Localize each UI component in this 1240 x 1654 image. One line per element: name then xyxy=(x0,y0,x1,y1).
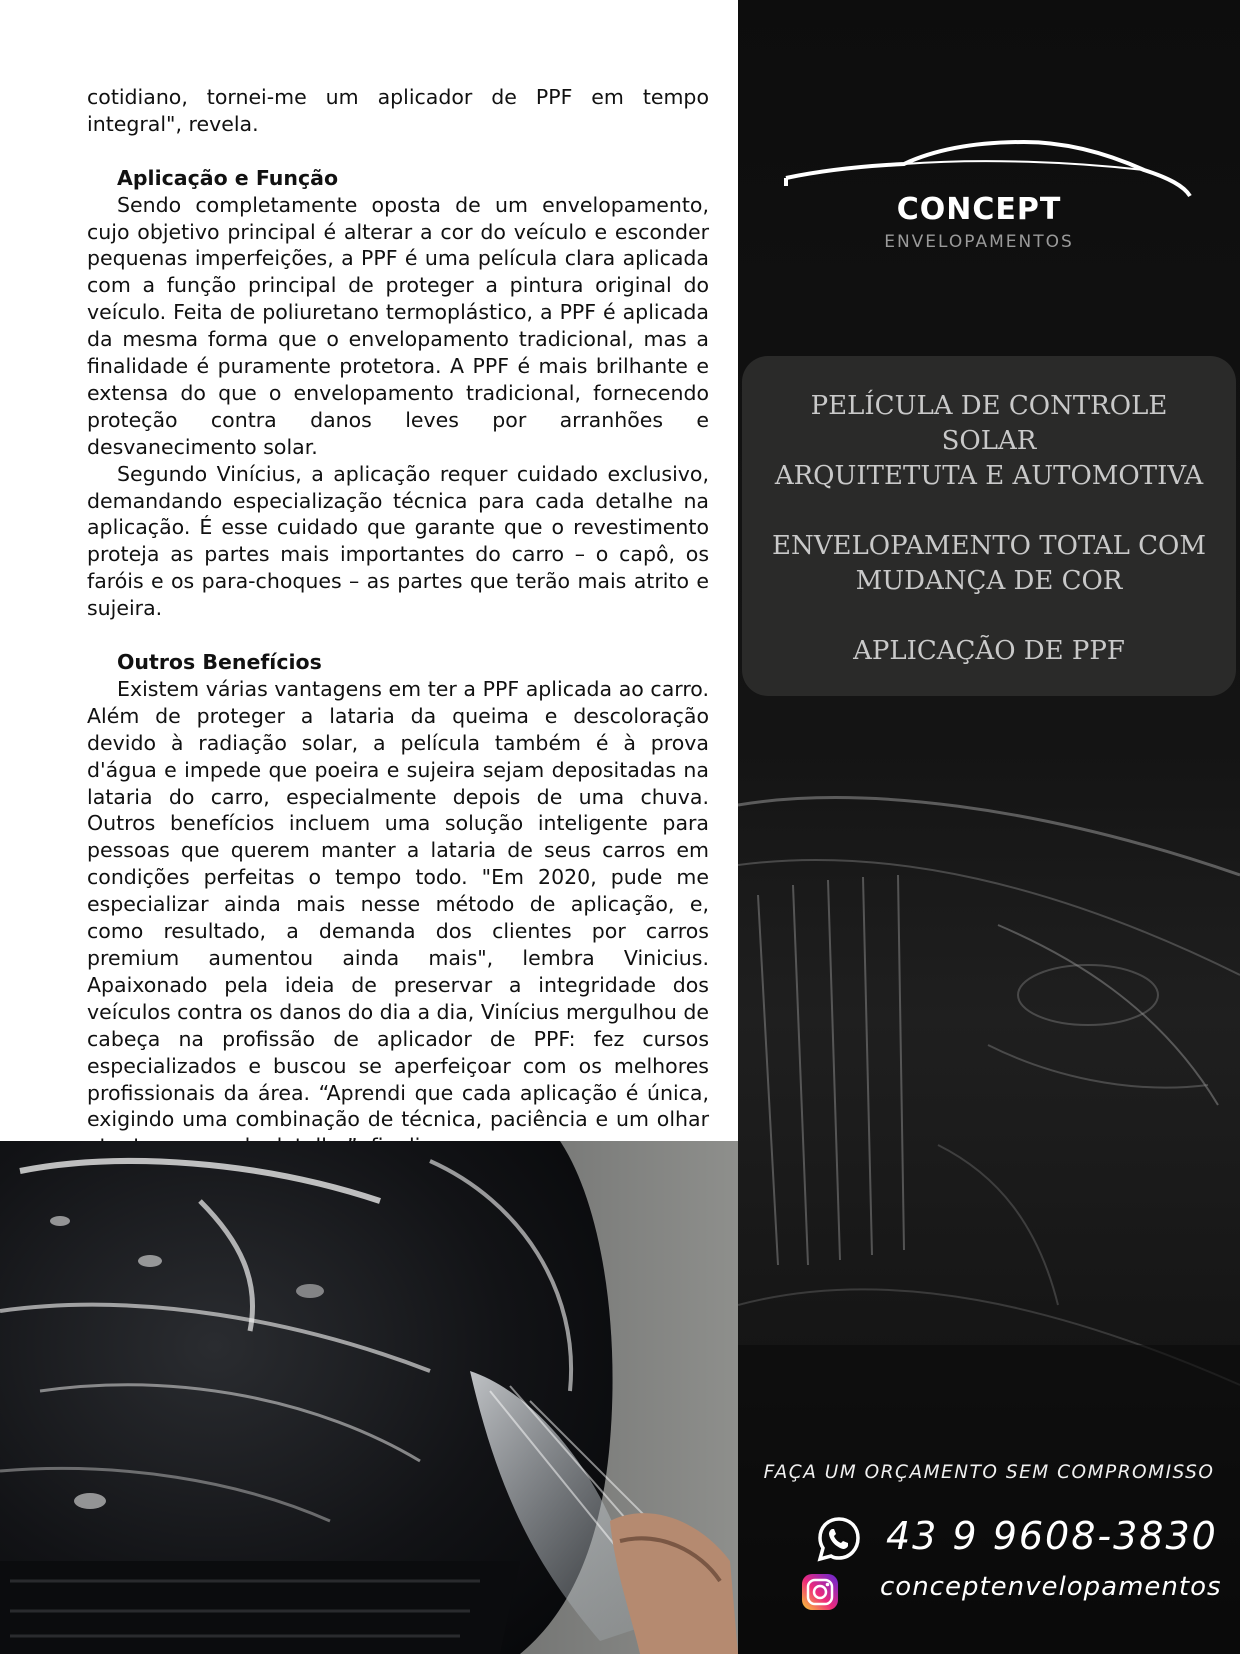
services-box xyxy=(742,356,1236,696)
services-list xyxy=(742,389,1236,669)
article-paragraph: Sendo completamente oposta de um envelopamento, cujo objetivo principal é alterar a cor do veículo e esconder pequenas imperfeições, a PPF é uma película clara aplicada com a função principal de proteger a pintura original do veículo. Feita de poliuretano termoplástico, a PPF é aplicada da mesma forma que o envelopamento tradicional, mas a finalidade é puramente protetora. A PPF é mais brilhante e extensa do que o envelopamento tradicional, fornecendo proteção contra danos leves por arranhões e desvanecimento solar. xyxy=(87,192,709,459)
brand-subtitle: ENVELOPAMENTOS xyxy=(884,232,1074,252)
service-line: SOLAR xyxy=(941,426,1037,456)
car-ppf-photo xyxy=(0,1141,738,1654)
instagram-icon xyxy=(800,1572,840,1612)
brand-name: CONCEPT xyxy=(896,192,1062,227)
article-intro: cotidiano, tornei-me um aplicador de PPF em tempo integral", revela. xyxy=(87,85,709,136)
service-line: ENVELOPAMENTO TOTAL COM xyxy=(772,531,1206,561)
service-line: MUDANÇA DE COR xyxy=(855,566,1123,596)
phone-contact[interactable] xyxy=(796,1512,1236,1568)
service-line: APLICAÇÃO DE PPF xyxy=(853,636,1125,666)
car-silhouette-icon xyxy=(784,140,1194,200)
advertisement-panel xyxy=(738,0,1240,1654)
whatsapp-icon xyxy=(816,1516,862,1562)
concept-logo xyxy=(784,140,1194,260)
service-line: PELÍCULA DE CONTROLE xyxy=(810,391,1168,421)
cta-text: FAÇA UM ORÇAMENTO SEM COMPROMISSO xyxy=(763,1462,1215,1483)
service-line: ARQUITETUTA E AUTOMOTIVA xyxy=(774,461,1204,491)
phone-number: 43 9 9608-3830 xyxy=(886,1514,1218,1558)
article-paragraph: Existem várias vantagens em ter a PPF aplicada ao carro. Além de proteger a lataria da queima e descoloração devido à radiação solar, a película também é à prova d'água e impede que poeira e sujeira sejam depositadas na lataria do carro, especialmente depois de uma chuva. Outros benefícios incluem uma solução inteligente para pessoas que querem manter a lataria de seus carros em condições perfeitas o tempo todo. "Em 2020, pude me especializar ainda mais nesse método de aplicação, e, como resultado, a demanda dos clientes por carros premium aumentou ainda mais", lembra Vinicius. Apaixonado pela ideia de preservar a integridade dos veículos contra os danos do dia a dia, Vinícius mergulhou de cabeça na profissão de aplicador de PPF: fez cursos especializados e buscou se aperfeiçoar com os melhores profissionais da área. “Aprendi que cada aplicação é única, exigindo uma combinação de técnica, paciência e um olhar xyxy=(87,676,709,1132)
article-body xyxy=(87,84,709,1160)
instagram-handle: conceptenvelopamentos xyxy=(880,1572,1222,1602)
section-title-beneficios: Outros Benefícios xyxy=(117,650,322,674)
instagram-contact[interactable] xyxy=(800,1566,1240,1616)
article-paragraph: Segundo Vinícius, a aplicação requer cuidado exclusivo, demandando especialização técnica para cada detalhe na aplicação. É esse cuidado que garante que o revestimento proteja as partes mais importantes do carro – o capô, os faróis e os para-choques – as partes que terão mais atrito e sujeira. xyxy=(87,461,709,621)
section-title-aplicacao: Aplicação e Função xyxy=(117,165,339,190)
